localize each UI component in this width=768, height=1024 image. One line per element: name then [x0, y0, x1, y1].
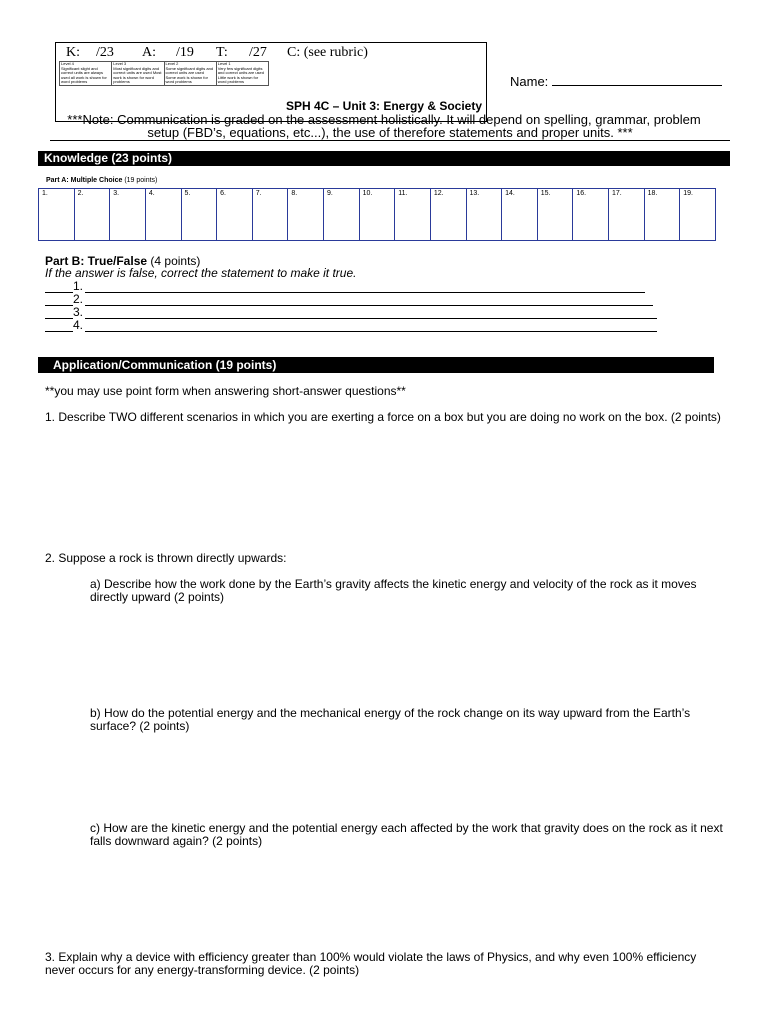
- tf-number: 2.: [73, 292, 84, 306]
- tf-correction-line[interactable]: [85, 320, 657, 332]
- mc-answer-box[interactable]: 8.: [288, 189, 324, 241]
- question-3: 3. Explain why a device with efficiency greater than 100% would violate the laws of Physics, and why even 100% efficiency never occurs for any energy-transforming device. (2 points): [45, 950, 697, 977]
- question-2a: a) Describe how the work done by the Earth’s gravity affects the kinetic energy and velocity of the rock as it moves directly upward (2 points): [90, 577, 697, 604]
- part-b-points: (4 points): [150, 254, 201, 268]
- name-line[interactable]: [552, 73, 722, 86]
- question-2: 2. Suppose a rock is thrown directly upwards:: [45, 551, 287, 565]
- mc-answer-box[interactable]: 16.: [573, 189, 609, 241]
- mc-answer-box[interactable]: 2.: [74, 189, 110, 241]
- mc-answer-box[interactable]: 14.: [502, 189, 538, 241]
- mc-answer-box[interactable]: 4.: [145, 189, 181, 241]
- true-false-line[interactable]: [45, 318, 657, 332]
- a-label: A:: [142, 45, 156, 60]
- mc-answer-box[interactable]: 1.: [39, 189, 75, 241]
- rubric-level-3: Level 3 Most significant digits and correct units are used Most work is shown for word problems: [112, 62, 164, 86]
- name-field[interactable]: [510, 73, 722, 89]
- part-a-label: Part A: Multiple Choice: [46, 177, 123, 184]
- t-total: /27: [249, 45, 267, 60]
- t-label: T:: [216, 45, 228, 60]
- rubric-table: [59, 61, 269, 86]
- true-false-line[interactable]: [45, 292, 653, 306]
- multiple-choice-answer-grid: [38, 188, 716, 241]
- score-line: [66, 45, 368, 61]
- point-form-note: **you may use point form when answering short-answer questions**: [45, 384, 406, 398]
- mc-answer-box[interactable]: 6.: [217, 189, 253, 241]
- mc-answer-box[interactable]: 19.: [680, 189, 716, 241]
- mc-answer-box[interactable]: 11.: [395, 189, 431, 241]
- mc-answer-box[interactable]: 17.: [609, 189, 645, 241]
- question-2c: c) How are the kinetic energy and the potential energy each affected by the work that gravity does on the rock as it next falls downward again? (2 points): [90, 821, 723, 848]
- mc-answer-box[interactable]: 9.: [324, 189, 360, 241]
- communication-note-line2: setup (FBD’s, equations, etc...), the use of therefore statements and proper units. ***: [50, 125, 730, 141]
- mc-answer-box[interactable]: 7.: [252, 189, 288, 241]
- part-a-points: (19 points): [124, 177, 158, 184]
- true-false-line[interactable]: [45, 279, 645, 293]
- tf-number: 3.: [73, 305, 84, 319]
- true-false-line[interactable]: [45, 305, 657, 319]
- rubric-level-1: Level 1 Very few significant digits and correct units are used Little work is shown for word problems: [216, 62, 268, 86]
- mc-answer-box[interactable]: 15.: [537, 189, 573, 241]
- k-label: K:: [66, 45, 80, 60]
- mc-answer-box[interactable]: 12.: [430, 189, 466, 241]
- mc-answer-box[interactable]: 5.: [181, 189, 217, 241]
- c-label: C: (see rubric): [287, 45, 368, 60]
- tf-answer-blank[interactable]: [45, 320, 73, 332]
- application-section-header: Application/Communication (19 points): [38, 357, 714, 373]
- knowledge-section-header: Knowledge (23 points): [38, 151, 730, 166]
- communication-note-line1: ***Note: Communication is graded on the assessment holistically. It will depend on spelling, grammar, problem: [67, 112, 701, 127]
- part-b-instruction: If the answer is false, correct the statement to make it true.: [45, 266, 357, 280]
- rubric-level-4: Level 4 Significant slight and correct units are always used all work is shown for word problems: [60, 62, 112, 86]
- name-label: Name:: [510, 74, 549, 89]
- mc-answer-box[interactable]: 18.: [644, 189, 680, 241]
- k-total: /23: [96, 45, 114, 60]
- rubric-level-2: Level 2 Some significant digits and correct units are used Some work is shown for word problems: [164, 62, 216, 86]
- tf-number: 4.: [73, 318, 84, 332]
- mc-answer-box[interactable]: 10.: [359, 189, 395, 241]
- question-2b: b) How do the potential energy and the mechanical energy of the rock change on its way upward from the Earth’s surface? (2 points): [90, 706, 691, 733]
- mc-answer-box[interactable]: 3.: [110, 189, 146, 241]
- mc-answer-box[interactable]: 13.: [466, 189, 502, 241]
- document-title: SPH 4C – Unit 3: Energy & Society: [285, 99, 483, 113]
- tf-number: 1.: [73, 279, 84, 293]
- a-total: /19: [176, 45, 194, 60]
- part-a-heading: [46, 177, 157, 184]
- question-1: 1. Describe TWO different scenarios in which you are exerting a force on a box but you are doing no work on the box. (2 points): [45, 410, 721, 424]
- part-b-label: Part B: True/False: [45, 254, 148, 268]
